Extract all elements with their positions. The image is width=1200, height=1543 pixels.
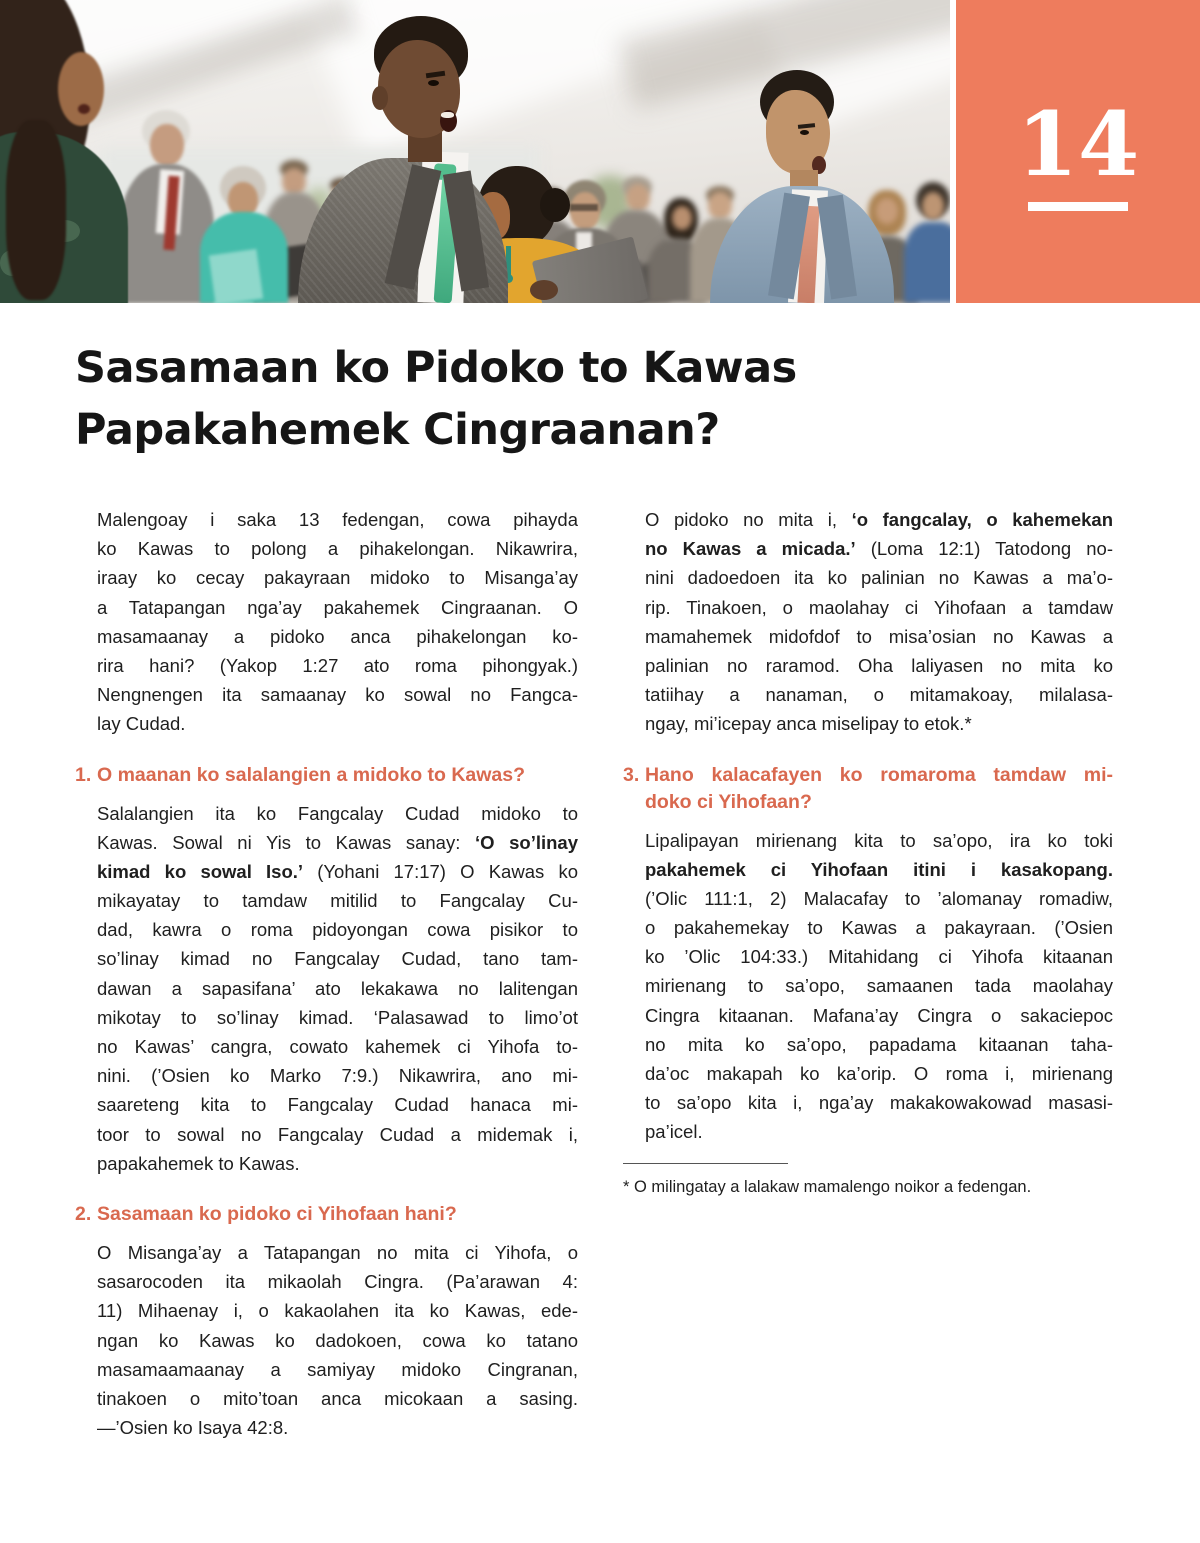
page-title <box>75 337 797 461</box>
column-right <box>623 505 1113 1442</box>
question-number: 1. <box>75 763 92 786</box>
text-line: (’Olic 111:1, 2) Malacafay to ’alomanay romadiw, <box>645 887 1113 909</box>
singer-eye-shape <box>428 80 439 86</box>
page-title-line-1: Sasamaan ko Pidoko to Kawas <box>75 343 797 393</box>
text-line: no Kawas’ cangra, cowato kahemek ci Yihofa to- <box>97 1036 578 1057</box>
text-line <box>645 505 1113 534</box>
singer-teeth-shape <box>441 112 454 118</box>
text-line: Hano kalacafayen ko romaroma tamdaw mi- <box>645 763 1113 786</box>
left-woman-hair-strand-shape <box>6 120 66 300</box>
paragraph <box>623 826 1113 1147</box>
bold-text: no Kawas a micada.’ <box>645 538 856 560</box>
text-line: mamahemek midofdof to misa’osian no Kawas a <box>645 625 1113 647</box>
bg-person-face-shape <box>672 206 692 230</box>
elder-face-shape <box>150 124 184 166</box>
text-line <box>97 828 578 857</box>
text-line: tinakoen o mito’toan anca micokaan a sasing. <box>97 1387 578 1409</box>
question-number: 2. <box>75 1202 92 1225</box>
singer-hand-shape <box>530 280 558 300</box>
text-line: saareteng kita to Fangcalay Cudad hanaca mi- <box>97 1094 578 1116</box>
chapter-number: 14 <box>1016 92 1140 196</box>
text-line: a Tatapangan nga’ay pakahemek Cingraanan. O <box>97 596 578 618</box>
article-columns <box>75 505 1113 1442</box>
question-heading <box>75 762 578 789</box>
chapter-underline <box>1028 202 1128 211</box>
text-line: papakahemek to Kawas. <box>97 1152 300 1174</box>
text-line: 11) Mihaenay i, o kakaolahen ita ko Kawas, ede- <box>97 1300 578 1322</box>
text-line: sasarocoden ita mikaolah Cingra. (Pa’arawan 4: <box>97 1271 578 1293</box>
bg-person-face-shape <box>708 192 732 220</box>
question-number: 3. <box>623 763 640 786</box>
bg-person-face-shape <box>922 192 944 220</box>
bg-person-face-shape <box>876 198 898 224</box>
bold-text: pakahemek ci Yihofaan itini i kasakopang. <box>645 858 1113 880</box>
text-line: toor to sowal no Fangcalay Cudad a midemak i, <box>97 1123 578 1145</box>
text-line: doko ci Yihofaan? <box>645 790 812 813</box>
text-line: palinian no raramod. Oha laliyasen no mita ko <box>645 654 1113 676</box>
text-line <box>645 855 1113 884</box>
text-line: pa’icel. <box>645 1121 703 1143</box>
text-line: iraay ko cecay pakayraan midoko to Misanga’ay <box>97 567 578 589</box>
paragraph <box>75 505 578 739</box>
left-woman-mouth-shape <box>78 104 90 114</box>
text-line: Salalangien ita ko Fangcalay Cudad midoko to <box>97 802 578 824</box>
text-line: nini. (’Osien ko Marko 7:9.) Nikawrira, ano mi- <box>97 1065 578 1087</box>
footnote <box>623 1163 1113 1199</box>
text-line: no mita ko sa’opo, papadama kitaanan taha- <box>645 1033 1113 1055</box>
text-line <box>97 857 578 886</box>
text-line: Sasamaan ko pidoko ci Yihofaan hani? <box>97 1202 457 1225</box>
left-woman-face-shape <box>58 52 104 126</box>
question-heading <box>75 1201 578 1228</box>
paragraph <box>75 799 578 1178</box>
congregation-photo <box>0 0 950 303</box>
text-line: lay Cudad. <box>97 713 186 735</box>
text-line: mirienang to sa’opo, samaanen tada maolahay <box>645 975 1113 997</box>
footnote-rule <box>623 1163 788 1164</box>
text-line: ko ’Olic 104:33.) Mitahidang ci Yihofa kitaanan <box>645 946 1113 968</box>
bold-text: ‘O so’linay <box>474 831 578 853</box>
text-line: Nengnengen ita samaanay ko sowal no Fangca- <box>97 684 578 706</box>
text-line: O maanan ko salalangien a midoko to Kawas? <box>97 763 526 786</box>
text-line: so’linay kimad no Fangcalay Cudad, tano tam- <box>97 948 578 970</box>
text-line: ngan ko Kawas ko dadokoen, cowa ko tatano <box>97 1329 578 1351</box>
text-line: * O milingatay a lalakaw mamalengo noikor a fedengan. <box>623 1177 1032 1196</box>
text-line: to sa’opo kita i, nga’ay makakowakowad masasi- <box>645 1092 1113 1114</box>
text-line: masamaamaanay a samiyay midoko Cingranan, <box>97 1358 578 1380</box>
chapter-badge <box>956 0 1200 303</box>
text-line: rira hani? (Yakop 1:27 ato roma pihongyak.) <box>97 654 578 676</box>
text: (Loma 12:1) Tatodong no- <box>855 538 1113 560</box>
bold-text: ‘o fangcalay, o kahemekan <box>851 509 1113 530</box>
text: (Yohani 17:17) O Kawas ko <box>303 860 578 882</box>
text-line: masamaanay a pidoko anca pihakelongan ko- <box>97 625 578 647</box>
bg-person-torso-shape <box>904 222 950 303</box>
text-line: —’Osien ko Isaya 42:8. <box>97 1417 289 1439</box>
text-line: tatiihay a nanaman, o mitamakoay, milalasa- <box>645 684 1113 706</box>
yellow-woman-bun-shape <box>540 188 570 222</box>
text-line <box>645 534 1113 563</box>
bold-text: kimad ko sowal Iso.’ <box>97 860 304 882</box>
text-line: o pakahemekay to Kawas a pakayraan. (’Osien <box>645 917 1113 939</box>
bluesuit-man-eye-shape <box>800 130 809 135</box>
bg-person-face-shape <box>626 184 650 212</box>
text-line: mikayatay to tamdaw mitilid to Fangcalay Cu- <box>97 890 578 912</box>
text-line: mikotay to so’linay kimad. ‘Palasawad to limo’ot <box>97 1006 578 1028</box>
text-line: rip. Tinakoen, o maolahay ci Yihofaan a tamdaw <box>645 596 1113 618</box>
text-line: Lipalipayan mirienang kita to sa’opo, ira ko toki <box>645 829 1113 851</box>
paragraph <box>623 505 1113 739</box>
text-line: da’oc makapah ko ka’orip. O roma i, mirienang <box>645 1063 1113 1084</box>
songbook-shape <box>209 249 263 303</box>
text: O pidoko no mita i, <box>645 509 852 530</box>
glasses-man-face-shape <box>570 192 600 230</box>
text-line: dad, kawra o roma pidoyongan cowa pisikor to <box>97 919 578 941</box>
text-line: dawan a sapasifana’ ato lekakawa no lalitengan <box>97 977 578 999</box>
glasses-shape <box>570 204 598 211</box>
text-line: nini dadoedoen ita ko palinian no Kawas a ma’o- <box>645 567 1113 589</box>
column-left <box>75 505 578 1442</box>
paragraph <box>75 1238 578 1442</box>
text-line: ngay, mi’icepay anca miselipay to etok.* <box>645 713 972 735</box>
text-line: O Misanga’ay a Tatapangan no mita ci Yihofa, o <box>97 1241 578 1263</box>
page-title-line-2: Papakahemek Cingraanan? <box>75 405 720 455</box>
question-heading <box>623 762 1113 816</box>
text-line: Malengoay i saka 13 fedengan, cowa pihayda <box>97 509 578 530</box>
text-line: ko Kawas to polong a pihakelongan. Nikawrira, <box>97 538 578 560</box>
text: Kawas. Sowal ni Yis to Kawas sanay: <box>97 831 475 853</box>
text-line: Cingra kitaanan. Mafana’ay Cingra o sakaciepoc <box>645 1004 1113 1026</box>
singer-ear-shape <box>372 86 388 110</box>
